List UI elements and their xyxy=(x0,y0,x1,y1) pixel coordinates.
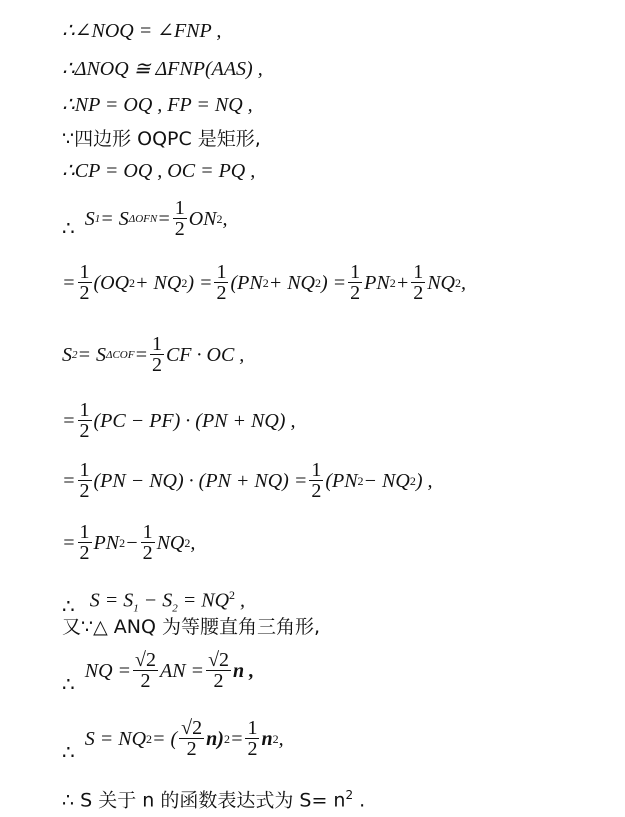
text: S = S xyxy=(89,589,134,612)
denominator: 2 xyxy=(79,480,90,502)
superscript: 2 xyxy=(345,788,354,802)
subscript: 2 xyxy=(172,602,178,615)
proof-line-11 xyxy=(62,522,195,563)
proof-line-13 xyxy=(62,616,320,638)
superscript: 2 xyxy=(262,275,269,290)
sqrt2: √2 xyxy=(208,649,230,671)
therefore-symbol: ∴ xyxy=(62,595,75,618)
text: 又∵△ ANQ 为等腰直角三角形, xyxy=(62,616,320,638)
fraction-half xyxy=(78,460,92,501)
denominator: 2 xyxy=(151,354,162,376)
proof-line-5 xyxy=(62,160,255,182)
denominator: 2 xyxy=(311,480,322,502)
text: NQ = xyxy=(84,659,132,682)
text: + NQ xyxy=(268,271,315,294)
superscript: 2 xyxy=(389,275,396,290)
text: ) = xyxy=(187,271,213,294)
numerator: 1 xyxy=(79,521,90,543)
text: = S xyxy=(77,343,106,366)
text: ∴NP = OQ , FP = NQ , xyxy=(62,94,253,116)
proof-line-15 xyxy=(62,717,284,764)
superscript: 2 xyxy=(184,535,191,550)
fraction-half xyxy=(150,334,164,375)
text: PN xyxy=(93,531,120,554)
subscript: 1 xyxy=(133,602,139,615)
fraction-half xyxy=(245,718,259,759)
fraction-half xyxy=(309,460,323,501)
text: ∴∠NOQ = ∠FNP , xyxy=(62,20,222,42)
subscript: ΔOFN xyxy=(128,212,158,225)
text: S xyxy=(62,343,72,366)
proof-line-1 xyxy=(62,20,221,42)
text: , xyxy=(461,271,466,294)
subscript: 1 xyxy=(94,212,101,225)
denominator: 2 xyxy=(216,282,227,304)
text: = xyxy=(62,271,76,294)
text: ) , xyxy=(415,469,433,492)
text: , xyxy=(190,531,196,554)
sqrt2: √2 xyxy=(135,649,156,671)
text: − NQ xyxy=(363,469,410,492)
proof-line-6 xyxy=(62,198,228,239)
denominator: 2 xyxy=(174,218,185,240)
proof-line-16 xyxy=(62,784,365,811)
denominator: 2 xyxy=(413,282,424,304)
proof-line-2 xyxy=(62,58,263,80)
text: = xyxy=(157,207,171,230)
numerator xyxy=(206,650,231,671)
text: ∴CP = OQ , OC = PQ , xyxy=(62,160,256,182)
superscript: 2 xyxy=(119,535,126,550)
superscript: 2 xyxy=(409,473,416,488)
text: CF · OC , xyxy=(165,343,245,366)
numerator: 1 xyxy=(350,261,361,283)
denominator: 2 xyxy=(350,282,361,304)
fraction-sqrt2-over-2 xyxy=(179,718,204,759)
numerator xyxy=(133,650,158,671)
therefore-symbol: ∴ xyxy=(62,741,75,764)
numerator: 1 xyxy=(216,261,227,283)
proof-line-7 xyxy=(62,262,466,303)
denominator: 2 xyxy=(79,282,90,304)
fraction-half xyxy=(78,522,92,563)
denominator: 2 xyxy=(79,542,90,564)
text: − xyxy=(125,531,139,554)
text: = xyxy=(62,469,76,492)
superscript: 2 xyxy=(146,731,153,746)
text: ∴ S 关于 n 的函数表达式为 S= n xyxy=(62,789,346,812)
numerator: 1 xyxy=(311,459,322,481)
fraction-half xyxy=(173,198,187,239)
text: n) xyxy=(206,727,224,750)
text: n xyxy=(261,727,273,750)
superscript: 2 xyxy=(314,275,321,290)
text: ) = xyxy=(320,271,347,294)
sqrt2: √2 xyxy=(181,717,203,739)
superscript: 2 xyxy=(181,275,188,290)
numerator xyxy=(179,718,204,739)
numerator: 1 xyxy=(151,333,162,355)
denominator: 2 xyxy=(140,670,151,692)
text: = xyxy=(62,531,76,554)
proof-line-14 xyxy=(62,649,255,696)
superscript: 2 xyxy=(129,275,136,290)
text: (OQ xyxy=(93,271,130,294)
denominator: 2 xyxy=(186,738,197,760)
text: PN xyxy=(364,271,390,294)
denominator: 2 xyxy=(213,670,224,692)
text: NQ xyxy=(156,531,185,554)
text: AN = xyxy=(160,659,205,682)
text: . xyxy=(353,789,366,812)
fraction-half xyxy=(141,522,155,563)
therefore-symbol: ∴ xyxy=(62,217,75,240)
numerator: 1 xyxy=(413,261,424,283)
text: ON xyxy=(188,207,217,230)
fraction-half xyxy=(348,262,362,303)
numerator: 1 xyxy=(79,399,90,421)
superscript: 2 xyxy=(223,731,230,746)
fraction-half xyxy=(78,262,92,303)
denominator: 2 xyxy=(142,542,153,564)
superscript: 2 xyxy=(357,473,364,488)
proof-line-12 xyxy=(62,584,245,620)
numerator: 1 xyxy=(142,521,153,543)
text: S = NQ xyxy=(84,727,147,750)
therefore-symbol: ∴ xyxy=(62,673,75,696)
proof-line-8 xyxy=(62,334,244,375)
fraction-sqrt2-over-2 xyxy=(206,650,231,691)
text: = NQ xyxy=(182,589,230,612)
text: = xyxy=(62,409,76,432)
superscript: 2 xyxy=(229,588,236,602)
numerator: 1 xyxy=(79,261,90,283)
text: (PN xyxy=(230,271,263,294)
text: (PC − PF) · (PN + NQ) , xyxy=(93,409,296,432)
fraction-half xyxy=(214,262,228,303)
proof-line-3 xyxy=(62,94,253,116)
superscript: 2 xyxy=(455,275,461,290)
numerator: 1 xyxy=(79,459,90,481)
text: (PN − NQ) · (PN + NQ) = xyxy=(93,469,308,492)
text: = xyxy=(134,343,148,366)
fraction-sqrt2-over-2 xyxy=(133,650,158,691)
text: n , xyxy=(233,659,255,682)
denominator: 2 xyxy=(247,738,258,760)
numerator: 1 xyxy=(174,197,185,219)
text: + xyxy=(395,271,410,294)
text: = S xyxy=(100,207,129,230)
proof-line-4 xyxy=(62,128,261,150)
text: , xyxy=(278,727,284,750)
text: + NQ xyxy=(135,271,182,294)
subscript: 2 xyxy=(72,348,78,361)
subscript: ΔCOF xyxy=(106,348,135,361)
text: , xyxy=(240,589,246,612)
superscript: 2 xyxy=(216,211,223,226)
text: , xyxy=(222,207,228,230)
text: NQ xyxy=(427,271,455,294)
text: = ( xyxy=(152,727,178,750)
denominator: 2 xyxy=(79,420,90,442)
proof-line-10 xyxy=(62,460,432,501)
fraction-half xyxy=(78,400,92,441)
text: − S xyxy=(143,589,173,612)
numerator: 1 xyxy=(247,717,258,739)
superscript: 2 xyxy=(272,731,279,746)
text: S xyxy=(84,207,95,230)
text: ∵四边形 OQPC 是矩形, xyxy=(62,128,261,150)
proof-line-9 xyxy=(62,400,295,441)
fraction-half xyxy=(411,262,425,303)
text: (PN xyxy=(325,469,358,492)
text: = xyxy=(229,727,244,750)
text: ∴ΔNOQ ≅ ΔFNP(AAS) , xyxy=(62,58,263,80)
